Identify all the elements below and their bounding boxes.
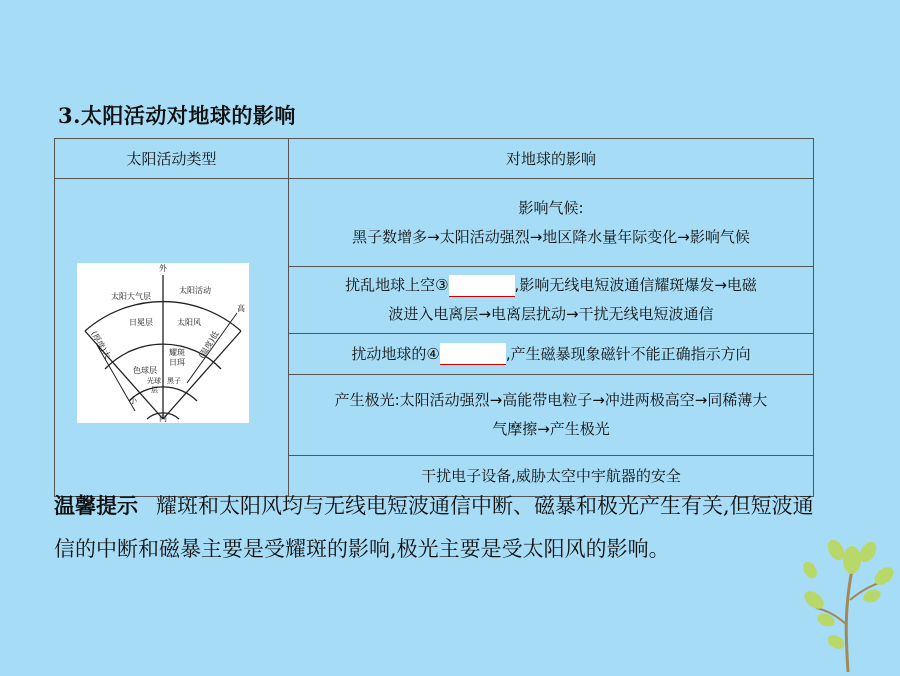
plant-decoration-icon <box>796 530 896 676</box>
diagram-outer-right: 太阳活动 <box>179 285 211 295</box>
impact-electronics: 干扰电子设备,威胁太空中宇航器的安全 <box>289 456 814 497</box>
blank-answer-4[interactable] <box>440 343 506 365</box>
diagram-bottom-label: 内 <box>159 413 167 423</box>
tip-label: 温馨提示 <box>54 493 138 518</box>
header-activity-type: 太阳活动类型 <box>55 139 289 179</box>
table-row <box>55 179 814 267</box>
diagram-inner-left: 色球层 <box>133 365 157 375</box>
impact-magnetic-field: 扰动地球的④ ,产生磁暴现象磁针不能正确指示方向 <box>289 334 814 375</box>
section-heading: 3.太阳活动对地球的影响 <box>58 103 296 128</box>
table-header-row <box>55 139 814 179</box>
blank-answer-3[interactable] <box>449 275 515 297</box>
impact-aurora: 产生极光:太阳活动强烈→高能带电粒子→冲进两极高空→同稀薄大 气摩擦→产生极光 <box>289 375 814 456</box>
diagram-core-left-2: 层 <box>151 385 158 394</box>
diagram-top-label: 外 <box>159 263 167 273</box>
diagram-cell <box>55 179 289 497</box>
diagram-mid-left: 日冕层 <box>129 317 153 327</box>
solar-activity-table <box>54 138 814 497</box>
diagram-right-arrow-end: 高 <box>237 303 245 313</box>
diagram-core-left-1: 光球 <box>147 376 161 385</box>
diagram-left-arrow-end: 小 <box>129 395 137 405</box>
header-earth-impact: 对地球的影响 <box>289 139 814 179</box>
impact-ionosphere: 扰乱地球上空③ ,影响无线电短波通信耀斑爆发→电磁 波进入电离层→电离层扰动→干扰无线电短波通信 <box>289 267 814 334</box>
diagram-outer-left: 太阳大气层 <box>111 291 151 301</box>
diagram-right-arrow-label: (温度)低 <box>197 329 221 360</box>
impact-climate: 影响气候: 黑子数增多→太阳活动强烈→地区降水量年际变化→影响气候 <box>289 179 814 267</box>
tip-text: 耀斑和太阳风均与无线电短波通信中断、磁暴和极光产生有关,但短波通信的中断和磁暴主要是受耀斑的影响,极光主要是受太阳风的影响。 <box>54 494 814 561</box>
diagram-core-right: 黑子 <box>167 376 181 385</box>
diagram-mid-right: 太阳风 <box>177 317 201 327</box>
diagram-left-arrow-label: (厚度)大 <box>89 329 113 360</box>
diagram-inner-right-1: 耀斑 <box>169 347 185 357</box>
warm-tip-paragraph <box>54 484 824 571</box>
solar-atmosphere-diagram <box>77 263 249 423</box>
diagram-inner-right-2: 日珥 <box>169 357 185 367</box>
